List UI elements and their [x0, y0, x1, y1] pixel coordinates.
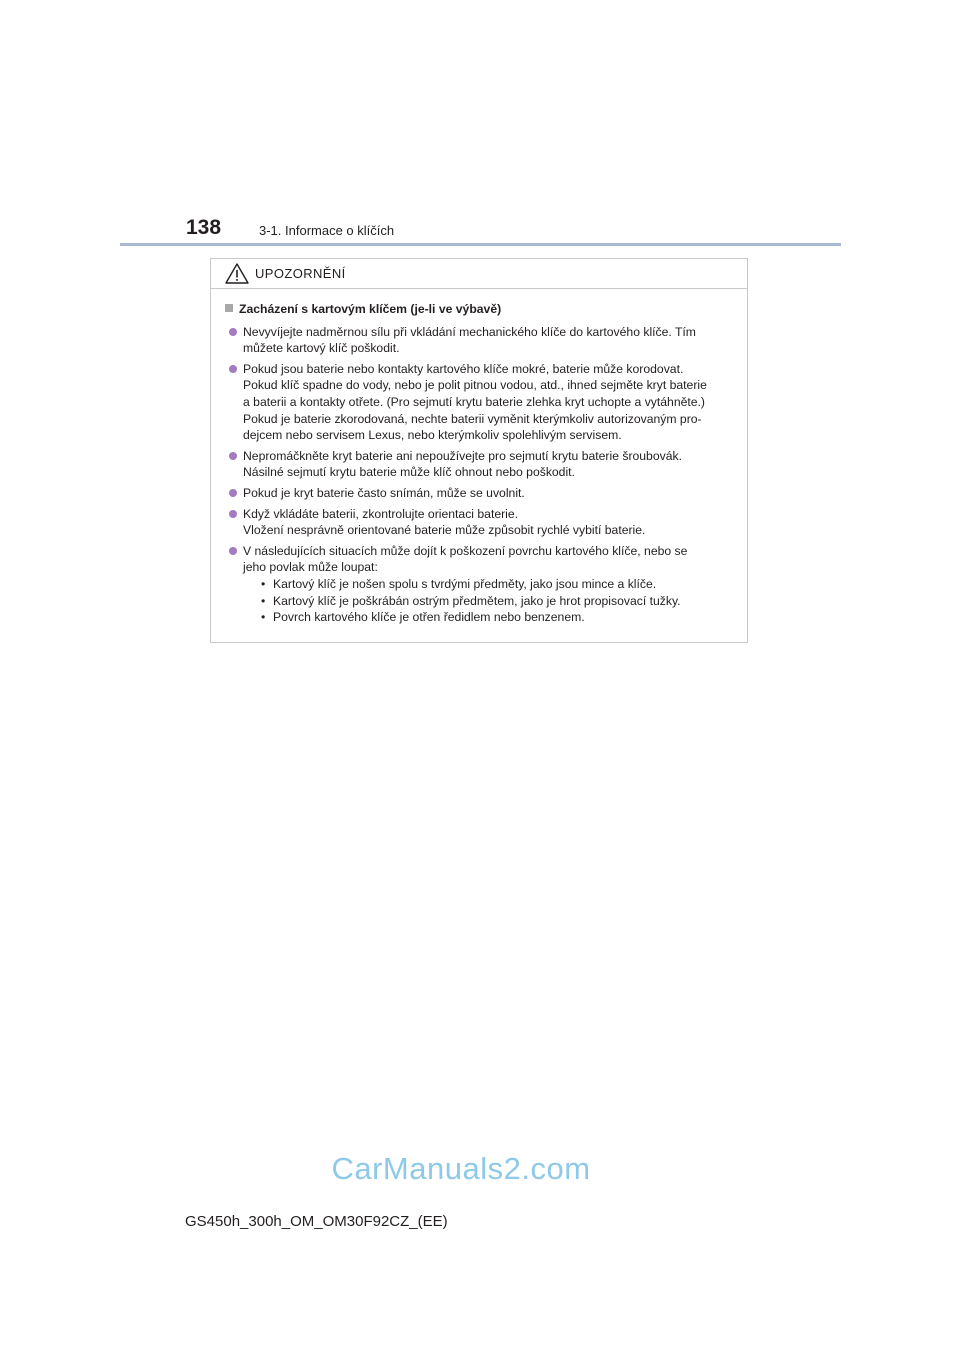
warning-heading-text: Zacházení s kartovým klíčem (je-li ve výbavě): [239, 302, 502, 316]
warning-item-line: Nevyvíjejte nadměrnou sílu při vkládání mechanického klíče do kartového klíče. Tím: [243, 324, 696, 339]
warning-header: [211, 259, 747, 289]
warning-subitem-text: Kartový klíč je nošen spolu s tvrdými předměty, jako jsou mince a klíče.: [273, 576, 657, 591]
warning-item: [225, 448, 741, 481]
warning-item: [225, 361, 741, 444]
circle-bullet-icon: [229, 547, 237, 555]
warning-item-line: dejcem nebo servisem Lexus, nebo kterýmkoliv spolehlivým servisem.: [243, 428, 622, 443]
warning-item: [225, 543, 741, 626]
warning-item-line: V následujících situacích může dojít k poškození povrchu kartového klíče, nebo se: [243, 543, 688, 558]
warning-box: [210, 258, 748, 643]
warning-item-line: Vložení nesprávně orientované baterie může způsobit rychlé vybití baterie.: [243, 523, 646, 538]
warning-subitem-text: Povrch kartového klíče je otřen ředidlem nebo benzenem.: [273, 610, 585, 625]
footer-code: GS450h_300h_OM_OM30F92CZ_(EE): [185, 1213, 448, 1230]
header-rule: [120, 243, 841, 246]
dot-bullet-icon: •: [261, 610, 266, 625]
warning-item-line: a baterii a kontakty otřete. (Pro sejmutí krytu baterie zlehka kryt uchopte a vytáhněte.): [243, 394, 705, 409]
circle-bullet-icon: [229, 489, 237, 497]
warning-item-line: Pokud klíč spadne do vody, nebo je polit pitnou vodou, atd., ihned sejměte kryt baterie: [243, 378, 707, 393]
warning-triangle-icon: [225, 263, 249, 284]
warning-item-line: Násilné sejmutí krytu baterie může klíč ohnout nebo poškodit.: [243, 465, 575, 480]
circle-bullet-icon: [229, 328, 237, 336]
circle-bullet-icon: [229, 452, 237, 460]
section-title: 3-1. Informace o klíčích: [259, 223, 395, 238]
circle-bullet-icon: [229, 365, 237, 373]
warning-item-line: Když vkládáte baterii, zkontrolujte orientaci baterie.: [243, 506, 519, 521]
dot-bullet-icon: •: [261, 593, 266, 608]
warning-label: UPOZORNĚNÍ: [255, 266, 346, 281]
warning-item-line: Pokud jsou baterie nebo kontakty kartového klíče mokré, baterie může korodovat.: [243, 361, 684, 376]
square-bullet-icon: [225, 304, 233, 312]
warning-item-line: můžete kartový klíč poškodit.: [243, 341, 400, 356]
page-number: 138: [186, 216, 222, 239]
circle-bullet-icon: [229, 510, 237, 518]
warning-item: [225, 485, 741, 502]
warning-subitem-text: Kartový klíč je poškrábán ostrým předmětem, jako je hrot propisovací tužky.: [273, 593, 681, 608]
warning-item-line: Pokud je kryt baterie často snímán, může se uvolnit.: [243, 485, 525, 500]
warning-subitem: [243, 576, 741, 593]
warning-item: [225, 324, 741, 357]
warning-subitem: [243, 609, 741, 626]
warning-body: [211, 289, 747, 626]
warning-item-line: Pokud je baterie zkorodovaná, nechte baterii vyměnit kterýmkoliv autorizovaným pro-: [243, 411, 702, 426]
watermark-logo[interactable]: CarManuals2.com: [331, 1151, 591, 1186]
warning-item-line: jeho povlak může loupat:: [243, 560, 378, 575]
dot-bullet-icon: •: [261, 576, 266, 591]
warning-subitem: [243, 593, 741, 610]
warning-subheading: [225, 301, 741, 318]
warning-item-line: Nepromáčkněte kryt baterie ani nepoužívejte pro sejmutí krytu baterie šroubovák.: [243, 448, 682, 463]
warning-item: [225, 506, 741, 539]
